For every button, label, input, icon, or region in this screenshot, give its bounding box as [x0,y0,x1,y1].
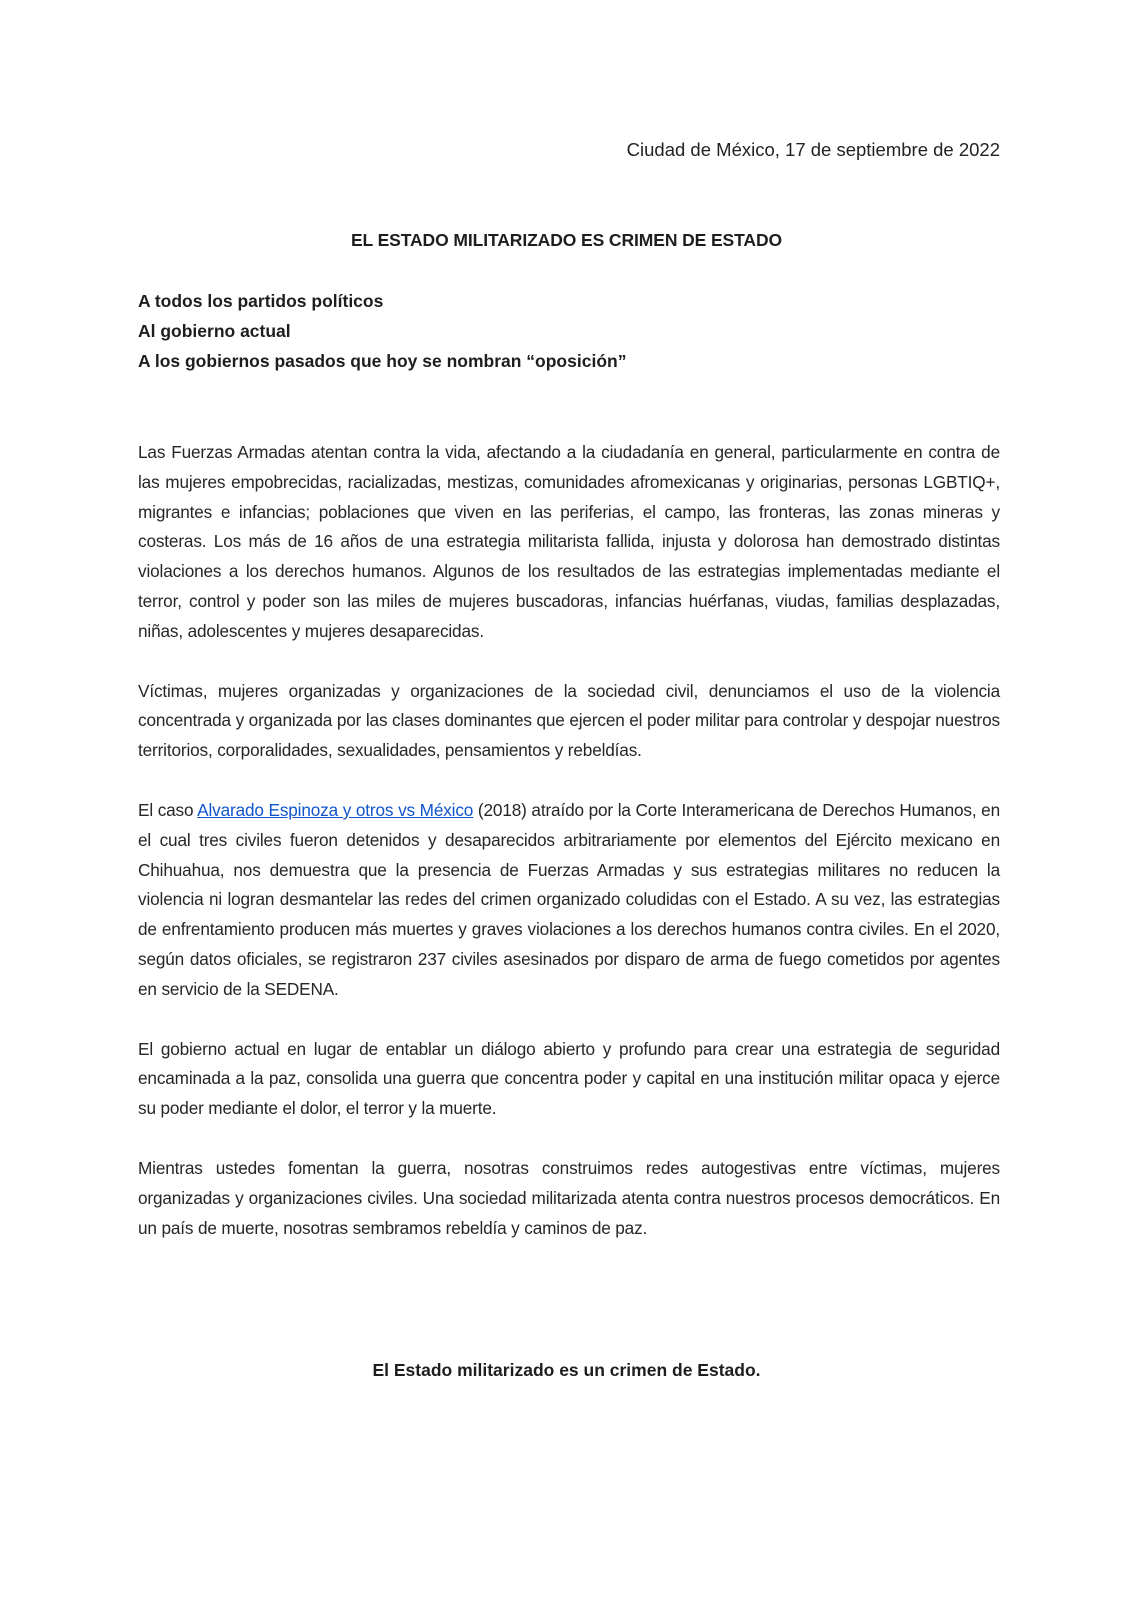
addressee-list [138,286,626,376]
letter-body [138,438,1000,1273]
paragraph [138,796,1000,1005]
paragraph: Las Fuerzas Armadas atentan contra la vida, afectando a la ciudadanía en general, particularmente en contra de las mujeres empobrecidas, racializadas, mestizas, comunidades afromexicanas y originarias, personas LGBTIQ+, migrantes e infancias; poblaciones que viven en las periferias, el campo, las fronteras, las zonas mineras y costeras. Los más de 16 años de una estrategia militarista fallida, injusta y dolorosa han demostrado distintas violaciones a los derechos humanos. Algunos de los resultados de las estrategias implementadas mediante el terror, control y poder son las miles de mujeres buscadoras, infancias huérfanas, viudas, familias desplazadas, niñas, adolescentes y mujeres desaparecidas. [138,442,1000,641]
paragraph: El gobierno actual en lugar de entablar un diálogo abierto y profundo para crear una estrategia de seguridad encaminada a la paz, consolida una guerra que concentra poder y capital en una institución militar opaca y ejerce su poder mediante el dolor, el terror y la muerte. [138,1038,1000,1119]
paragraph-text: (2018) atraído por la Corte Interamericana de Derechos Humanos, en el cual tres civiles fueron detenidos y desaparecidos arbitrariamente por elementos del Ejército mexicano en Chihuahua, nos demuestra que la presencia de Fuerzas Armadas y sus estrategias militares no reducen la violencia ni logran desmantelar las redes del crimen organizado coludidas con el Estado. A su vez, las estrategias de enfrentamiento producen más muertes y graves violaciones a los derechos humanos contra civiles. En el 2020, según datos oficiales, se registraron 237 civiles asesinados por disparo de arma de fuego cometidos por agentes en servicio de la SEDENA. [138,799,1000,999]
addressee: A todos los partidos políticos [138,291,384,311]
document-title: EL ESTADO MILITARIZADO ES CRIMEN DE ESTADO [350,230,783,250]
addressee: A los gobiernos pasados que hoy se nombran “oposición” [138,351,627,371]
case-link[interactable]: Alvarado Espinoza y otros vs México [197,799,474,820]
addressee: Al gobierno actual [138,321,291,341]
closing-statement: El Estado militarizado es un crimen de Estado. [372,1360,761,1380]
paragraph: Mientras ustedes fomentan la guerra, nosotras construimos redes autogestivas entre víctimas, mujeres organizadas y organizaciones civiles. Una sociedad militarizada atenta contra nuestros procesos democráticos. En un país de muerte, nosotras sembramos rebeldía y caminos de paz. [138,1157,1000,1238]
paragraph-text: El caso [138,799,198,820]
paragraph: Víctimas, mujeres organizadas y organizaciones de la sociedad civil, denunciamos el uso de la violencia concentrada y organizada por las clases dominantes que ejercen el poder militar para controlar y despojar nuestros territorios, corporalidades, sexualidades, pensamientos y rebeldías. [138,680,1000,761]
place-date: Ciudad de México, 17 de septiembre de 2022 [626,139,1000,160]
